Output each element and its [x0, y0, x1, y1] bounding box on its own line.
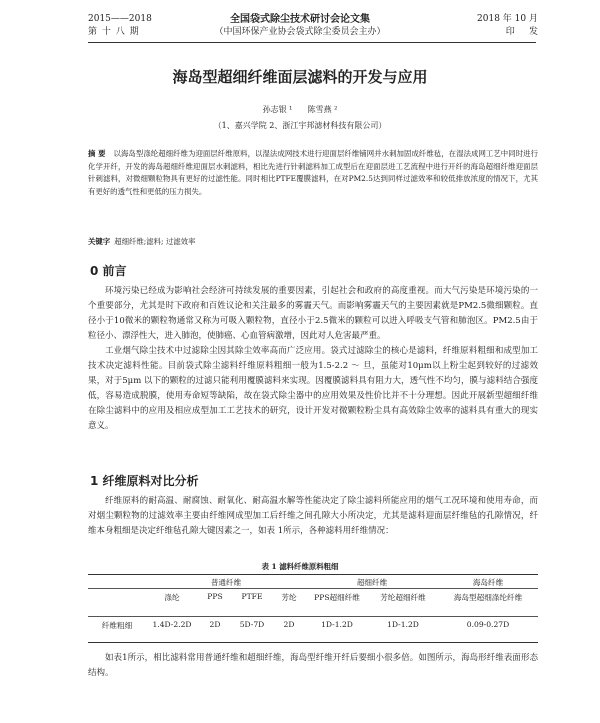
section-heading-fiber-comparison: 1 纤维原料对比分析: [90, 474, 199, 488]
table-column-header: 海岛型超细涤纶纤维: [453, 593, 523, 602]
fiber-thickness-table: [88, 574, 538, 643]
table-group-header-row: [88, 575, 538, 589]
abstract-label: 摘 要: [88, 149, 106, 158]
table-row-label: 纤维粗细: [101, 621, 133, 630]
author-line: 孙志银 ¹ 陈雪燕 ²: [262, 105, 338, 114]
paragraph: 纤维原料的耐高温、耐腐蚀、耐氧化、耐高温水解等性能决定了除尘滤料所能应用的烟气工况环境和使用寿命，而对烟尘颗粒物的过滤效率主要由纤维网成型加工后纤维之间孔隙大小所决定，尤其是滤料迎面层纤维毡的孔隙情况，纤维本身粗细是决定纤维毡孔隙大键因素之一，如表 1所示，各种滤料用纤维情况：: [88, 496, 538, 536]
keywords-label: 关键字: [88, 237, 111, 246]
abstract: [88, 148, 538, 198]
header-year: 2015——2018: [88, 14, 152, 24]
table-column-header: 芳纶: [281, 593, 297, 602]
table-column-header: PPS超细纤维: [314, 593, 360, 602]
table-cell: 0.09-0.27D: [466, 620, 510, 629]
table-group-header: 海岛纤维: [472, 578, 504, 587]
header-printed: 印 发: [505, 27, 538, 37]
table-cell: 2D: [283, 620, 295, 629]
table-column-header-row: [88, 589, 538, 617]
table-column-header: PPS: [207, 592, 223, 601]
table-column-header: 涤纶: [164, 593, 180, 602]
table-group-header: 普通纤维: [210, 578, 242, 587]
affiliation: （1、嘉兴学院 2、浙江宇邦滤材科技有限公司）: [213, 121, 387, 130]
table-cell: 1D-1.2D: [321, 620, 353, 629]
abstract-text: 以海岛型涤纶超细纤维为迎面层纤维原料，以湿法成网技术进行迎面层纤维铺网并水刺加固成纤维毡，在湿法成网工艺中同时进行化学开纤，开发的海岛超细纤维迎面层水刺滤料，相比先进行针刺滤料加工成型后在迎面层进工艺流程中进行开纤的海岛超细纤维迎面层针刺滤料，对微细颗粒物具有更好的过滤性能。同时相比PTFE覆膜滤料，在对PM2.5达到同样过滤效率和较低排放浓度的情况下，尤其有更好的透气性和更低的压力损失。: [88, 149, 538, 196]
header-proceedings-title: 全国袋式除尘技术研讨会论文集: [230, 14, 370, 25]
table-cell: 2D: [209, 620, 221, 629]
table-column-header: PTFE: [241, 592, 263, 601]
section-heading-introduction: 0 前言: [90, 264, 127, 278]
keywords: [88, 236, 538, 247]
header-date: 2018 年 10 月: [477, 14, 538, 24]
paragraph: 环境污染已经成为影响社会经济可持续发展的重要因素，引起社会和政府的高度重视。而大气污染是环境污染的一个重要部分，尤其是时下政府和百姓议论和关注最多的雾霾天气。而影响雾霾天气的主要因素就是PM2.5微细颗粒。直径小于10微米的颗粒物通常又称为可吸入颗粒物，直径小于2.5微米的颗粒可以进入呼吸支气管和肺泡区。PM2.5由于粒径小、漂浮性大，进入肺泡，使肺癌、心血管病激增，因此对人危害最严重。: [88, 286, 538, 341]
paragraph: 工业烟气除尘技术中过滤除尘因其除尘效率高而广泛应用。袋式过滤除尘的核心是滤料，纤维原料粗细和成型加工技术决定滤料性能。目前袋式除尘滤料纤维原料粗细一般为1.5-2.2 ～ 旦，虽能对10μm以上粉尘起到较好的过滤效果，对于5μm 以下的颗粒的过滤只能利用覆膜滤料来实现。因覆膜滤料具有阻力大，透气性不均匀，膜与滤料结合强度低，容易造成脱膜，使用寿命短等缺陷，故在袋式除尘器中的应用效果及性价比并不十分理想。因此开展新型超细纤维在除尘滤料中的应用及相应成型加工工艺技术的研究，设计开发对微颗粒粉尘具有高效除尘效率的滤料具有重大的现实意义。: [88, 346, 538, 431]
paper-title: 海岛型超细纤维面层滤料的开发与应用: [172, 68, 428, 86]
table-cell: 1.4D-2.2D: [152, 620, 192, 629]
table-column-header: 芳纶超细纤维: [380, 593, 426, 602]
table-cell: 1D-1.2D: [387, 620, 419, 629]
header-organizer: （中国环保产业协会袋式除尘委员会主办）: [214, 27, 386, 37]
header-issue: 第 十 八 期: [88, 27, 140, 37]
paragraph: 如表1所示，相比滤料常用普通纤维和超细纤维，海岛型纤维开纤后要细小很多倍。如图所示，海岛形纤维表面形态结构。: [88, 653, 538, 678]
section-introduction-body: [88, 284, 538, 434]
table-caption: 表 1 滤料纤维原料粗细: [261, 562, 339, 571]
table-group-header: 超细纤维: [356, 578, 388, 587]
table-row: [88, 617, 538, 643]
table-cell: 5D-7D: [239, 620, 265, 629]
keywords-text: 超细纤维;滤料; 过滤效率: [114, 237, 196, 246]
header-rule: [88, 42, 536, 43]
section-fiber-body: [88, 494, 538, 539]
post-table-text: [88, 651, 538, 681]
